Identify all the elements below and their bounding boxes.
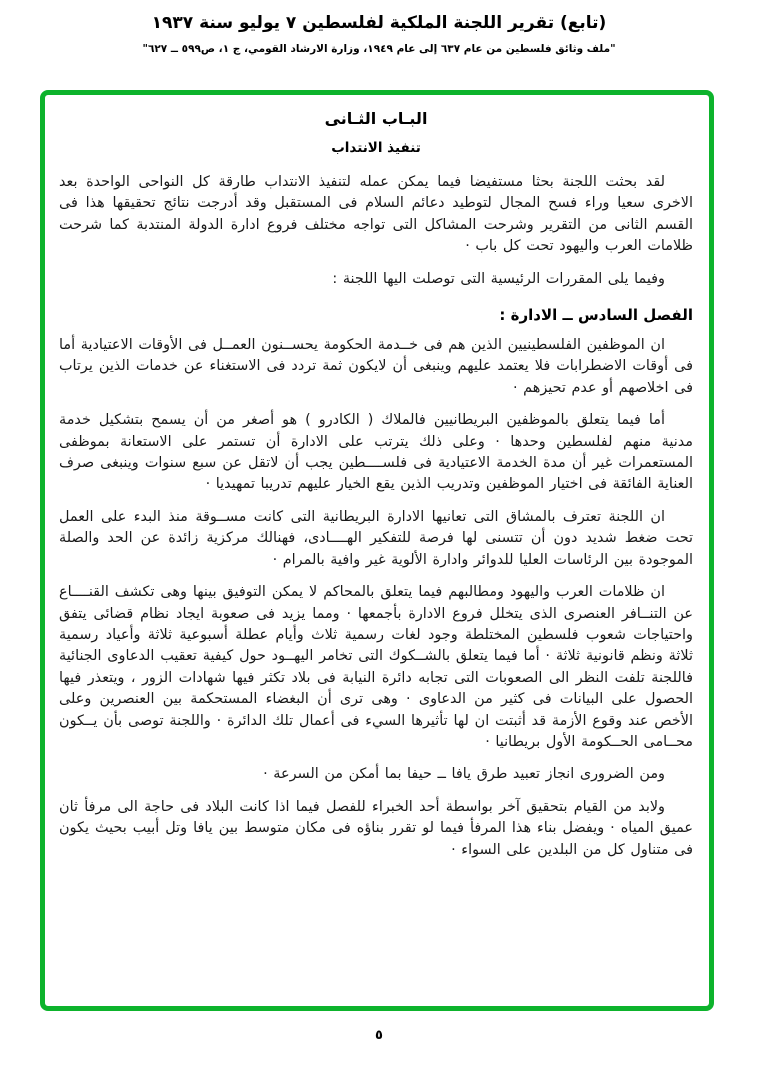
- body-paragraph: ان اللجنة تعترف بالمشاق التى تعانيها الادارة البريطانية التى كانت مســوقة منذ البدء على العمل تحت ضغط شديد دون أن تتسنى لها فرصة للتفكير الهــــادى، فهنالك مركزية زائدة عن الحد والصلة الموجودة بين الرئاسات العليا للدوائر وادارة الألوية غير وافية بالمرام ·: [59, 508, 693, 568]
- body-paragraph: ولابد من القيام بتحقيق آخر بواسطة أحد الخبراء للفصل فيما اذا كانت البلاد فى حاجة الى مرفأ ثان عميق المياه · ويفضل بناء هذا المرفأ فيما لو تقرر بناؤه فى مكان متوسط بين يافا وتل أبيب بحيث يكون فى متناول كل من البلدين على السواء ·: [59, 798, 693, 858]
- header-source-citation: "ملف وثائق فلسطين من عام ٦٣٧ إلى عام ١٩٤٩، وزارة الارشاد القومي، ج ١، ص٥٩٩ ــ ٦٢٧": [142, 42, 616, 55]
- page-number: ٥: [375, 1028, 383, 1043]
- body-paragraph: أما فيما يتعلق بالموظفين البريطانيين فالملاك ( الكادرو ) هو أصغر من أن يسمح بتشكيل خدمة مدنية منهم لفلسطين وحدها · وعلى ذلك يترتب على الادارة أن تستمر على الاستعانة بموظفى المستعمرات غير أن مدة الخدمة الاعتيادية فى فلســــطين يجب أن لاتقل عن سبع سنوات وينبغى صرف العناية الفائقة فى اختيار الموظفين وتدريب الذين يقع الخيار عليهم تدريبا تمهيديا ·: [59, 412, 693, 493]
- header-title: (تابع) تقرير اللجنة الملكية لفلسطين ٧ يوليو سنة ١٩٣٧: [151, 13, 607, 33]
- chapter-subtitle: تنفيذ الانتداب: [331, 140, 421, 156]
- body-paragraph: ان ظلامات العرب واليهود ومطالبهم فيما يتعلق بالمحاكم لا يمكن التوفيق بينها وهى تكشف القنــــاع عن التنــافر العنصرى الذى يتخلل فروع الادارة بأجمعها · ومما يزيد فى صعوبة ايجاد نظام قضائى يتفق واحتياجات شعوب فلسطين المختلطة وجود لغات رسمية ثلاث وأيام عطلة أسبوعية ثلاثة وأعياد رسمية ثلاثة ونظم قانونية ثلاثة · أما فيما يتعلق بالشــكوك التى تخامر اليهــود حول كيفية تعقيب الدعاوى الجنائية فاللجنة تلفت النظر الى الصعوبات التى تجابه دائرة النيابة فى بلاد تكثر فيها شهادات الزور ، ويتعذر فيها الحصول على البيانات فى كثير من الدعاوى · وهى ترى أن البغضاء المستحكمة بين العنصرين وعلى الأخص عند وقوع الأزمة قد أثبتت ان لها تأثيرها السيء فى أعمال تلك الدائرة · واللجنة توصى بأن يــكون محــامى الحــكومة الأول بريطانيا ·: [59, 584, 693, 750]
- body-paragraph: لقد بحثت اللجنة بحثا مستفيضا فيما يمكن عمله لتنفيذ الانتداب طارقة كل النواحى الواحدة بعد الاخرى سعيا وراء فسح المجال لتوطيد دعائم السلام فى المستقبل وقد أدرجت نتائج تحقيقها هذا فى القسم الثانى من التقرير وشرحت المشاكل التى تواجه مختلف فروع ادارة الدولة المنتدبة كما شرحت ظلامات العرب واليهود تحت كل باب ·: [59, 174, 693, 255]
- section-heading: الفصل السادس ــ الادارة :: [499, 306, 693, 325]
- body-paragraph: ان الموظفين الفلسطينيين الذين هم فى خــدمة الحكومة يحســنون العمــل فى الأوقات الاعتيادية أما فى أوقات الاضطرابات فلا يعتمد عليهم وينبغى أن لايكون ثمة تردد فى الاستغناء عن خدمات الذين يرتاب فى اخلاصهم أو عدم تحيزهم ·: [59, 337, 693, 396]
- chapter-title: البـاب الثـانى: [324, 109, 428, 128]
- body-paragraph: وفيما يلى المقررات الرئيسية التى توصلت اليها اللجنة :: [332, 270, 665, 287]
- document-header: [0, 0, 758, 55]
- green-border-content-box: [40, 90, 714, 1011]
- body-paragraph: ومن الضرورى انجاز تعبيد طرق يافا ــ حيفا بما أمكن من السرعة ·: [263, 766, 665, 783]
